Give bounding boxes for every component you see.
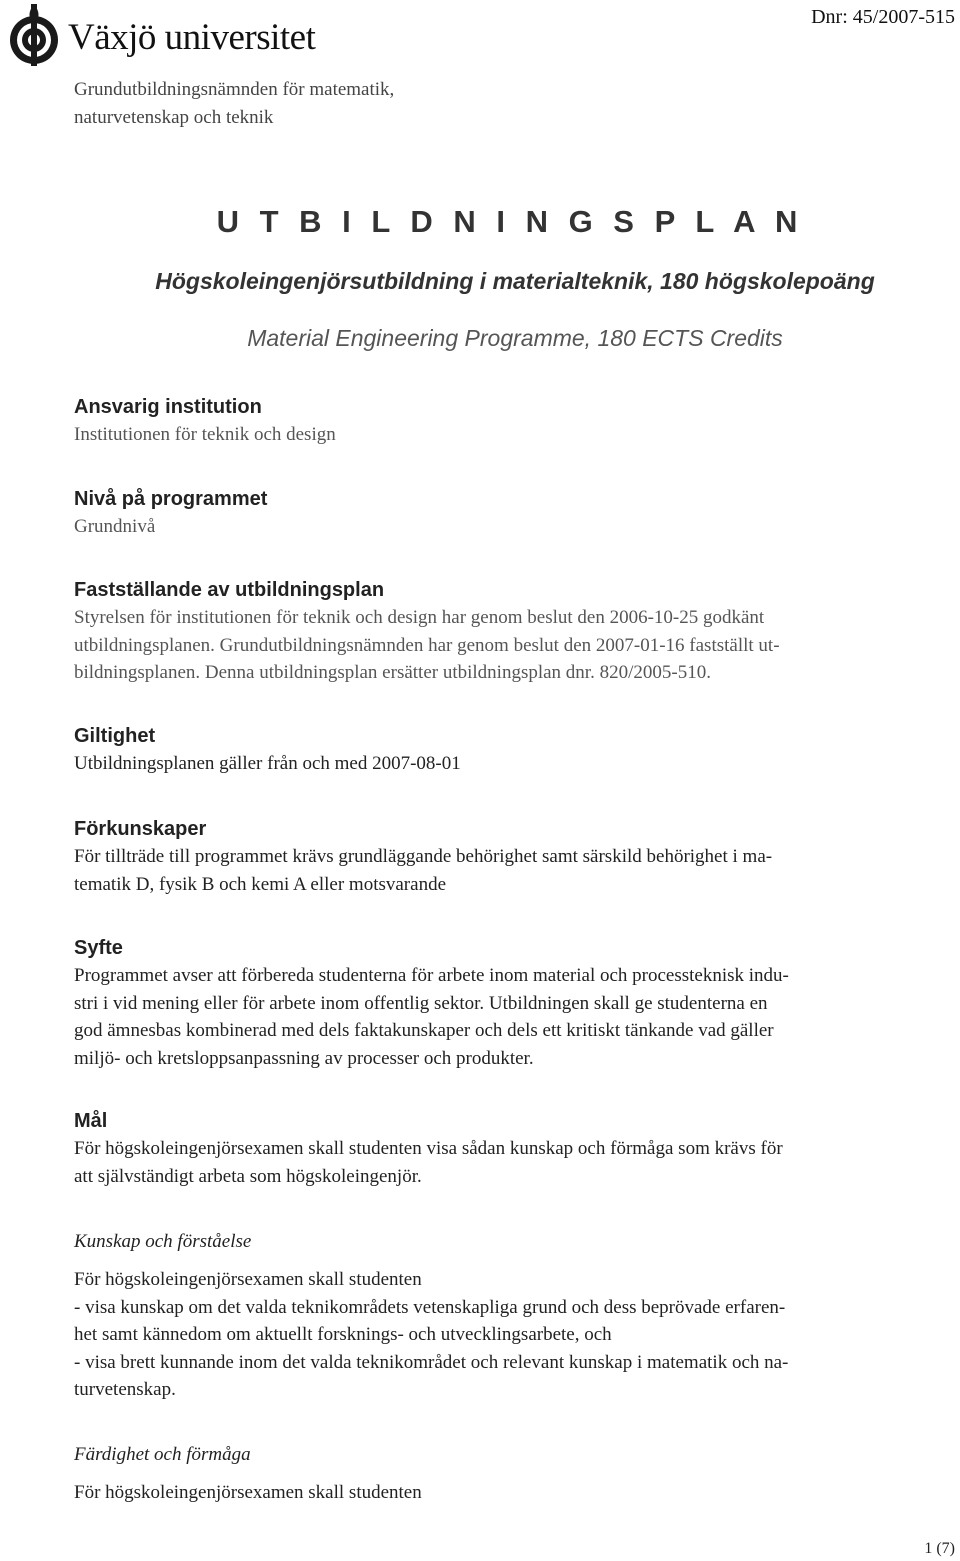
section-body xyxy=(74,1135,954,1190)
body-line: turvetenskap. xyxy=(74,1379,176,1400)
committee-line: naturvetenskap och teknik xyxy=(74,107,274,128)
section-body xyxy=(74,750,954,778)
body-line: Institutionen för teknik och design xyxy=(74,424,336,445)
section-skills xyxy=(74,1441,954,1507)
section-knowledge xyxy=(74,1228,954,1404)
logo-wordmark: Växjö universitet xyxy=(68,17,316,58)
section-body xyxy=(74,843,954,898)
section-body xyxy=(74,962,954,1072)
body-line: Grundnivå xyxy=(74,516,156,537)
committee-name xyxy=(74,76,394,132)
section-heading: Mål xyxy=(74,1110,108,1132)
section-body xyxy=(74,1479,954,1507)
body-line: - visa brett kunnande inom det valda teknikområdet och relevant kunskap i matematik och na- xyxy=(74,1351,789,1373)
body-line: god ämnesbas kombinerad med dels faktakunskaper och dels ett kritiskt tänkande vad gäller xyxy=(74,1020,774,1041)
body-line: För högskoleingenjörsexamen skall studenten xyxy=(74,1269,422,1290)
body-line: För tillträde till programmet krävs grundläggande behörighet samt särskild behörighet i ma- xyxy=(74,846,773,867)
section-institution xyxy=(74,393,954,449)
body-line: Styrelsen för institutionen för teknik och design har genom beslut den 2006-10-25 godkänt xyxy=(74,607,765,628)
section-body xyxy=(74,421,954,449)
body-line: Programmet avser att förbereda studenterna för arbete inom material och processteknisk indu- xyxy=(74,965,789,986)
document-number: Dnr: 45/2007-515 xyxy=(811,6,955,28)
body-line: tematik D, fysik B och kemi A eller motsvarande xyxy=(74,873,447,895)
university-logo xyxy=(4,2,364,68)
committee-line: Grundutbildningsnämnden för matematik, xyxy=(74,79,395,100)
body-line: miljö- och kretsloppsanpassning av processer och produkter. xyxy=(74,1047,534,1069)
page-number: 1 (7) xyxy=(924,1540,955,1557)
section-heading: Giltighet xyxy=(74,725,156,747)
section-heading: Fastställande av utbildningsplan xyxy=(74,579,385,601)
programme-title-en: Material Engineering Programme, 180 ECTS Credits xyxy=(247,325,783,351)
section-heading: Förkunskaper xyxy=(74,818,207,840)
section-body xyxy=(74,604,954,687)
body-line: utbildningsplanen. Grundutbildningsnämnden har genom beslut den 2007-01-16 fastställt ut- xyxy=(74,634,780,656)
subsection-heading: Kunskap och förståelse xyxy=(74,1231,252,1252)
subsection-heading: Färdighet och förmåga xyxy=(74,1444,251,1465)
body-line: bildningsplanen. Denna utbildningsplan ersätter utbildningsplan dnr. 820/2005-510. xyxy=(74,662,711,683)
section-heading: Nivå på programmet xyxy=(74,488,268,510)
body-line: För högskoleingenjörsexamen skall studenten xyxy=(74,1482,422,1503)
section-goals xyxy=(74,1107,954,1190)
body-line: att självständigt arbeta som högskoleingenjör. xyxy=(74,1165,422,1187)
section-body xyxy=(74,513,954,541)
section-heading: Syfte xyxy=(74,937,123,959)
section-level xyxy=(74,485,954,541)
body-line: het samt kännedom om aktuellt forsknings- och utvecklingsarbete, och xyxy=(74,1324,612,1345)
section-validity xyxy=(74,722,954,778)
section-prerequisites xyxy=(74,815,954,898)
section-approval xyxy=(74,576,954,687)
body-line: För högskoleingenjörsexamen skall studenten visa sådan kunskap och förmåga som krävs för xyxy=(74,1138,783,1159)
section-purpose xyxy=(74,934,954,1072)
body-line: stri i vid mening eller för arbete inom offentlig sektor. Utbildningen skall ge studenterna en xyxy=(74,992,768,1014)
section-body xyxy=(74,1266,954,1404)
section-heading: Ansvarig institution xyxy=(74,396,262,418)
body-line: - visa kunskap om det valda teknikområdets vetenskapliga grund och dess beprövade erfaren- xyxy=(74,1296,786,1318)
document-title: U T B I L D N I N G S P L A N xyxy=(216,204,804,239)
body-line: Utbildningsplanen gäller från och med 2007-08-01 xyxy=(74,753,461,774)
programme-title-sv: Högskoleingenjörsutbildning i materialteknik, 180 högskolepoäng xyxy=(155,268,875,294)
university-emblem-icon xyxy=(4,2,64,68)
